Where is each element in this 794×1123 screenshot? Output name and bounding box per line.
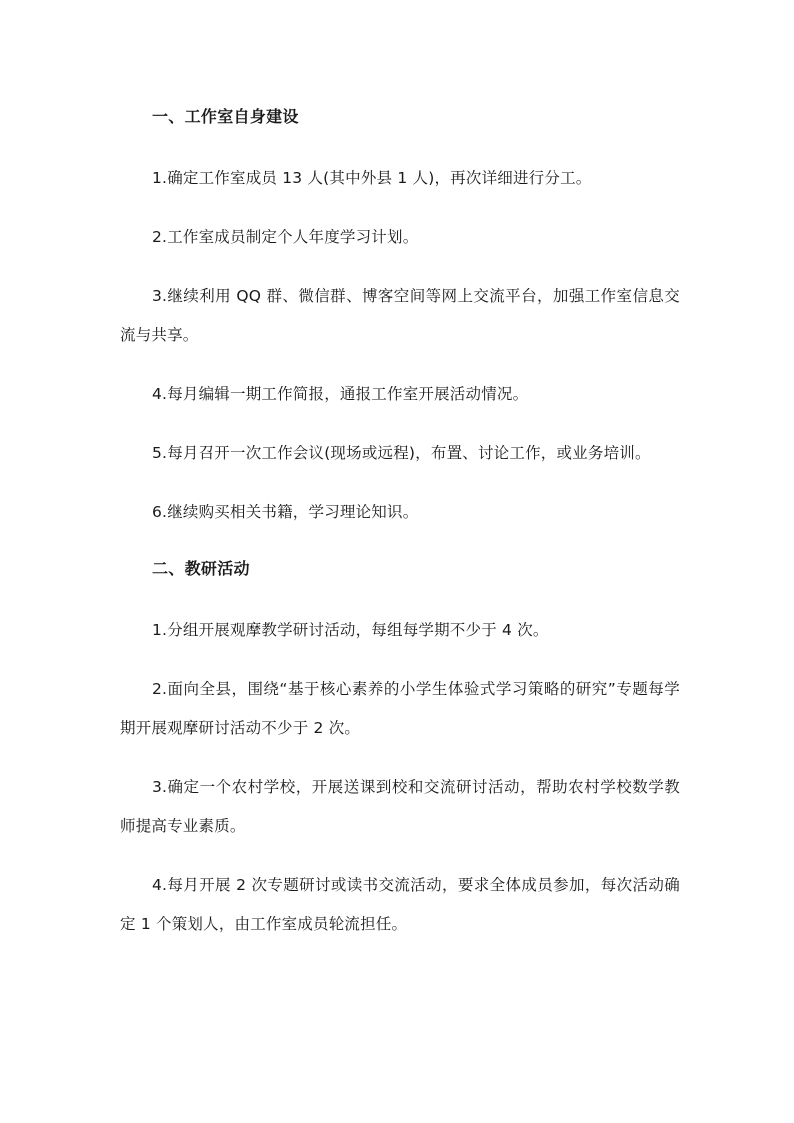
list-item: 1.确定工作室成员 13 人(其中外县 1 人)，再次详细进行分工。 bbox=[152, 169, 592, 187]
list-item: 6.继续购买相关书籍，学习理论知识。 bbox=[152, 503, 419, 521]
list-item: 4.每月编辑一期工作简报，通报工作室开展活动情况。 bbox=[152, 385, 529, 403]
section-teaching-research bbox=[120, 552, 680, 944]
list-item: 3.继续利用 QQ 群、微信群、博客空间等网上交流平台，加强工作室信息交流与共享。 bbox=[120, 287, 680, 344]
list-item: 5.每月召开一次工作会议(现场或远程)，布置、讨论工作，或业务培训。 bbox=[152, 444, 651, 462]
list-item: 2.工作室成员制定个人年度学习计划。 bbox=[152, 228, 419, 246]
section-self-building bbox=[120, 100, 680, 532]
list-item: 1.分组开展观摩教学研讨活动，每组每学期不少于 4 次。 bbox=[152, 621, 549, 639]
section-heading: 二、教研活动 bbox=[152, 559, 250, 578]
list-item: 4.每月开展 2 次专题研讨或读书交流活动，要求全体成员参加，每次活动确定 1 个策划人，由工作室成员轮流担任。 bbox=[120, 876, 680, 933]
list-item: 3.确定一个农村学校，开展送课到校和交流研讨活动，帮助农村学校数学教师提高专业素质。 bbox=[120, 778, 680, 835]
section-heading: 一、工作室自身建设 bbox=[152, 107, 299, 126]
list-item: 2.面向全县，围绕“基于核心素养的小学生体验式学习策略的研究”专题每学期开展观摩研讨活动不少于 2 次。 bbox=[120, 680, 680, 737]
document-body bbox=[120, 100, 680, 964]
